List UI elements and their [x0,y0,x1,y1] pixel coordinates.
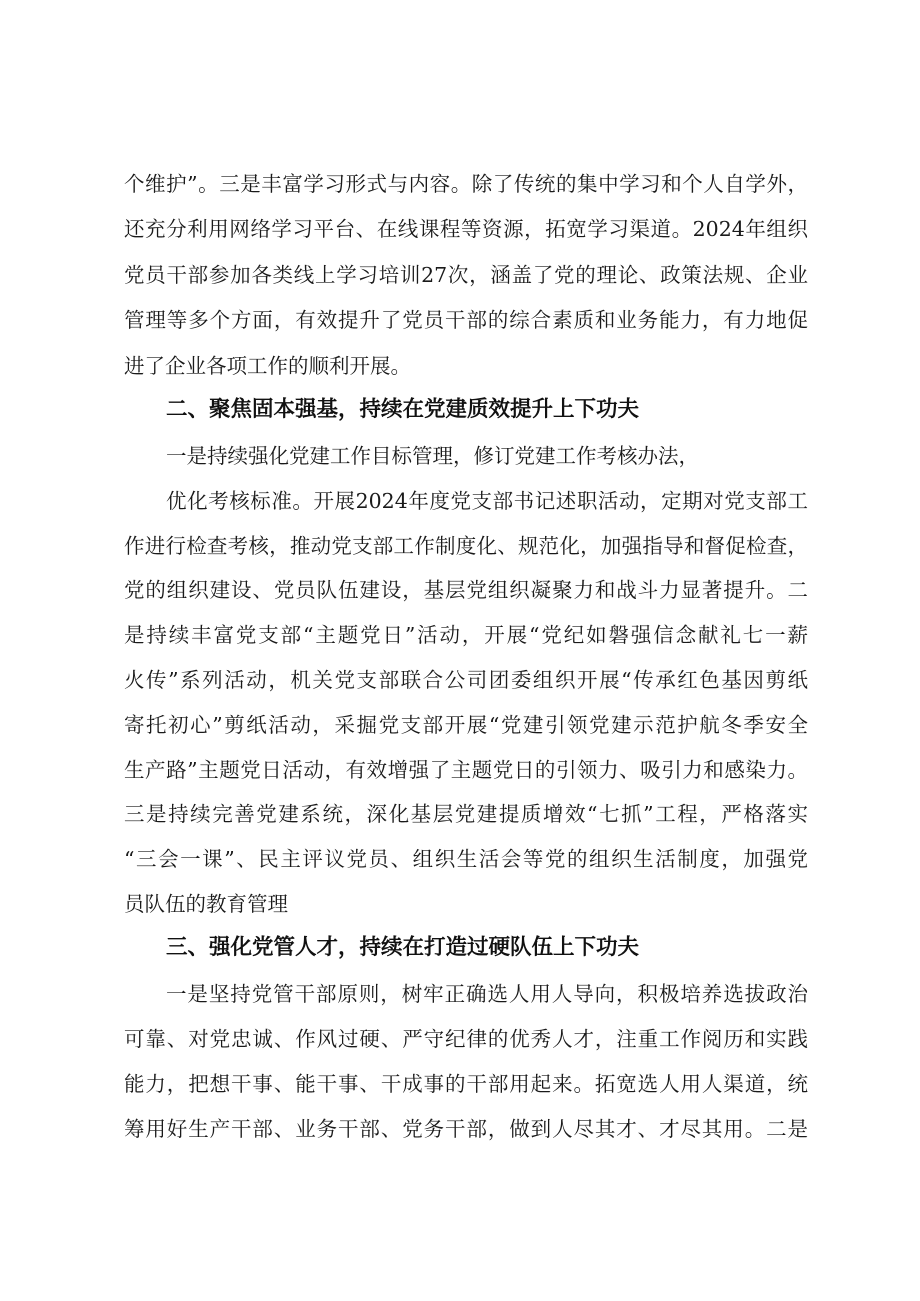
body-text-line: 优化考核标准。开展2024年度党支部书记述职活动，定期对党支部工 [166,489,808,513]
section-heading-two: 二、聚焦固本强基，持续在党建质效提升上下功夫 [166,397,640,422]
body-text-line: 寄托初心”剪纸活动，采掘党支部开展“党建引领党建示范护航冬季安全 [124,713,808,737]
body-text-line: 可靠、对党忠诚、作风过硬、严守纪律的优秀人才，注重工作阅历和实践 [124,1027,808,1051]
body-text-line: “三会一课”、民主评议党员、组织生活会等党的组织生活制度，加强党 [124,847,808,871]
body-text-line: 作进行检查考核，推动党支部工作制度化、规范化，加强指导和督促检查， [124,534,808,558]
body-text-line: 一是坚持党管干部原则，树牢正确选人用人导向，积极培养选拔政治 [166,982,808,1006]
body-text-line: 进了企业各项工作的顺利开展。 [124,354,411,378]
body-text-line: 生产路”主题党日活动，有效增强了主题党日的引领力、吸引力和感染力。 [124,758,808,782]
body-text-line: 个维护”。三是丰富学习形式与内容。除了传统的集中学习和个人自学外， [124,172,808,196]
body-text-line: 一是持续强化党建工作目标管理，修订党建工作考核办法， [166,444,699,468]
body-text-line: 三是持续完善党建系统，深化基层党建提质增效“七抓”工程，严格落实 [124,802,808,826]
section-heading-three: 三、强化党管人才，持续在打造过硬队伍上下功夫 [166,935,640,960]
body-text-line: 筹用好生产干部、业务干部、党务干部，做到人尽其才、才尽其用。二是 [124,1117,808,1141]
body-text-line: 火传”系列活动，机关党支部联合公司团委组织开展“传承红色基因剪纸 [124,668,808,692]
body-text-line: 员队伍的教育管理 [124,892,288,916]
body-text-line: 还充分利用网络学习平台、在线课程等资源，拓宽学习渠道。2024年组织 [124,217,808,241]
body-text-line: 是持续丰富党支部“主题党日”活动，开展“党纪如磐强信念献礼七一薪 [124,623,808,647]
body-text-line: 党员干部参加各类线上学习培训27次，涵盖了党的理论、政策法规、企业 [124,263,808,287]
body-text-line: 党的组织建设、党员队伍建设，基层党组织凝聚力和战斗力显著提升。二 [124,578,808,602]
body-text-line: 管理等多个方面，有效提升了党员干部的综合素质和业务能力，有力地促 [124,308,808,332]
body-text-line: 能力，把想干事、能干事、干成事的干部用起来。拓宽选人用人渠道，统 [124,1072,808,1096]
